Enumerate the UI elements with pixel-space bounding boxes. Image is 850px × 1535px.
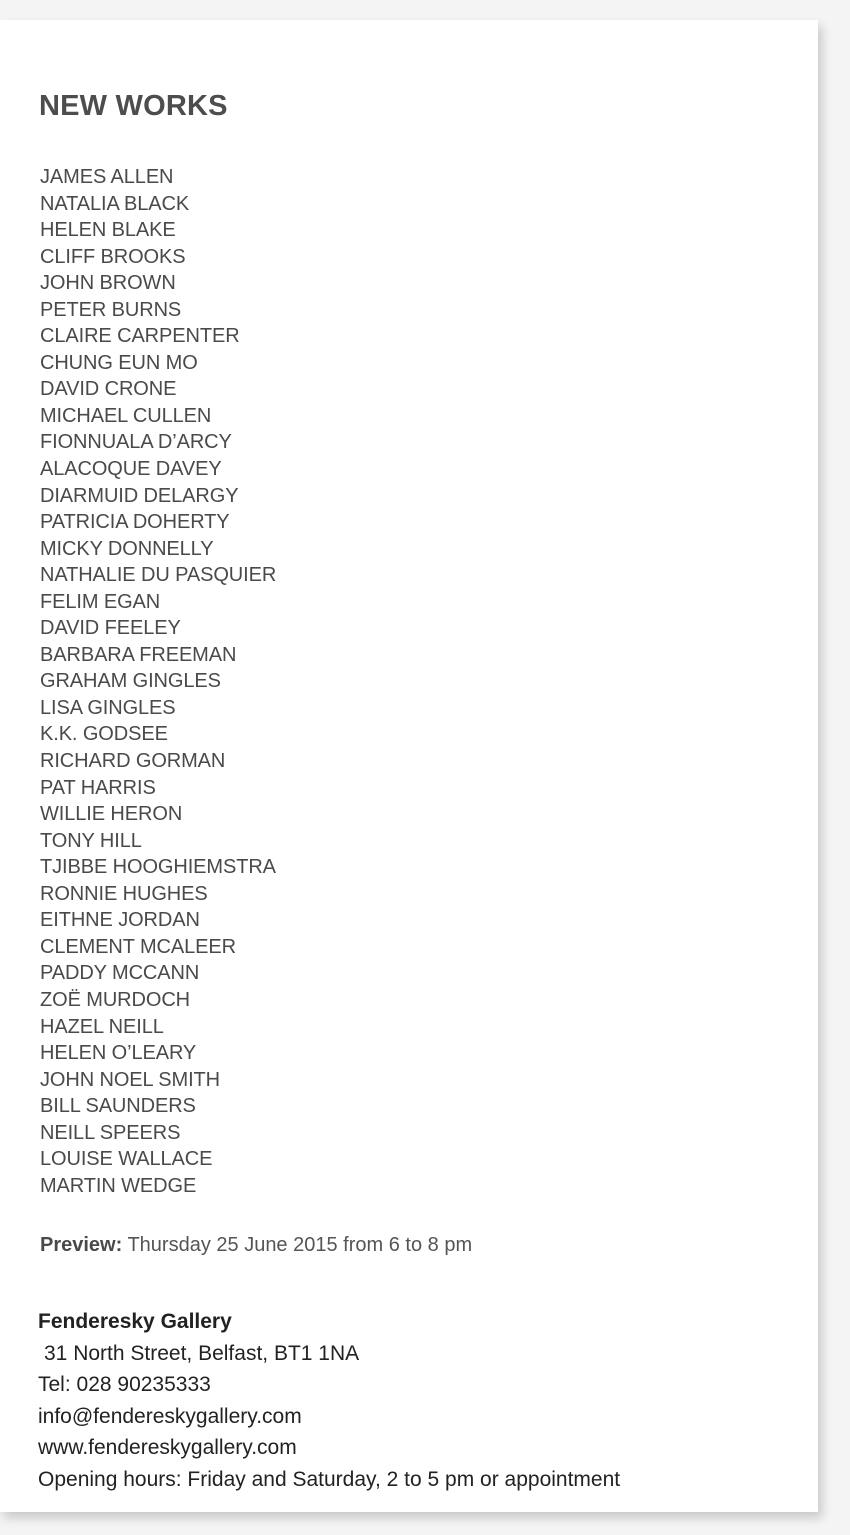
gallery-email[interactable]: info@fendereskygallery.com <box>38 1404 302 1428</box>
artist-name: GRAHAM GINGLES <box>40 670 221 693</box>
artist-name: ALACOQUE DAVEY <box>40 458 222 481</box>
artist-name: K.K. GODSEE <box>40 723 168 746</box>
contact-block <box>38 1306 620 1496</box>
artist-name: EITHNE JORDAN <box>40 909 200 932</box>
artist-name: DIARMUID DELARGY <box>40 484 239 507</box>
artist-name: PADDY MCCANN <box>40 962 200 985</box>
artist-name: BARBARA FREEMAN <box>40 643 237 666</box>
artist-name: RICHARD GORMAN <box>40 750 226 773</box>
artist-name: FIONNUALA D’ARCY <box>40 431 232 454</box>
gallery-phone: Tel: 028 90235333 <box>38 1373 211 1397</box>
artist-name: PAT HARRIS <box>40 776 156 799</box>
artist-name: LOUISE WALLACE <box>40 1148 213 1171</box>
artist-name: PATRICIA DOHERTY <box>40 511 230 534</box>
preview-label: Preview: <box>40 1234 123 1256</box>
page-card <box>0 20 818 1512</box>
artist-name: DAVID FEELEY <box>40 617 181 640</box>
gallery-address: 31 North Street, Belfast, BT1 1NA <box>44 1341 360 1365</box>
artist-name: MICKY DONNELLY <box>40 537 214 560</box>
artist-name: BILL SAUNDERS <box>40 1095 196 1118</box>
artist-name: ZOË MURDOCH <box>40 988 191 1011</box>
artist-name: JAMES ALLEN <box>40 166 174 188</box>
artist-name: HELEN O’LEARY <box>40 1042 197 1065</box>
artist-name: DAVID CRONE <box>40 378 177 401</box>
page-title: NEW WORKS <box>39 90 228 122</box>
artist-name: FELIM EGAN <box>40 590 161 613</box>
artist-name: PETER BURNS <box>40 298 182 321</box>
artist-name: MARTIN WEDGE <box>40 1174 197 1197</box>
artist-list <box>40 164 276 1199</box>
artist-name: HELEN BLAKE <box>40 219 176 242</box>
artist-name: HAZEL NEILL <box>40 1015 164 1038</box>
artist-name: CLAIRE CARPENTER <box>40 325 240 348</box>
artist-name: JOHN NOEL SMITH <box>40 1068 220 1091</box>
artist-name: CLEMENT MCALEER <box>40 935 236 958</box>
preview-text: Thursday 25 June 2015 from 6 to 8 pm <box>122 1234 473 1256</box>
artist-name: LISA GINGLES <box>40 696 176 719</box>
artist-name: TJIBBE HOOGHIEMSTRA <box>40 856 276 879</box>
artist-name: JOHN BROWN <box>40 272 176 295</box>
artist-name: NATALIA BLACK <box>40 192 190 215</box>
artist-name: NEILL SPEERS <box>40 1121 181 1144</box>
preview-line <box>40 1234 472 1257</box>
artist-name: WILLIE HERON <box>40 803 183 826</box>
artist-name: NATHALIE DU PASQUIER <box>40 564 277 587</box>
opening-hours: Opening hours: Friday and Saturday, 2 to 5 pm or appointment <box>38 1467 621 1491</box>
artist-name: TONY HILL <box>40 829 142 852</box>
artist-name: CLIFF BROOKS <box>40 245 186 268</box>
artist-name: RONNIE HUGHES <box>40 882 208 905</box>
gallery-website[interactable]: www.fendereskygallery.com <box>38 1436 297 1460</box>
artist-name: CHUNG EUN MO <box>40 351 198 374</box>
gallery-name: Fenderesky Gallery <box>38 1310 232 1333</box>
artist-name: MICHAEL CULLEN <box>40 404 212 427</box>
